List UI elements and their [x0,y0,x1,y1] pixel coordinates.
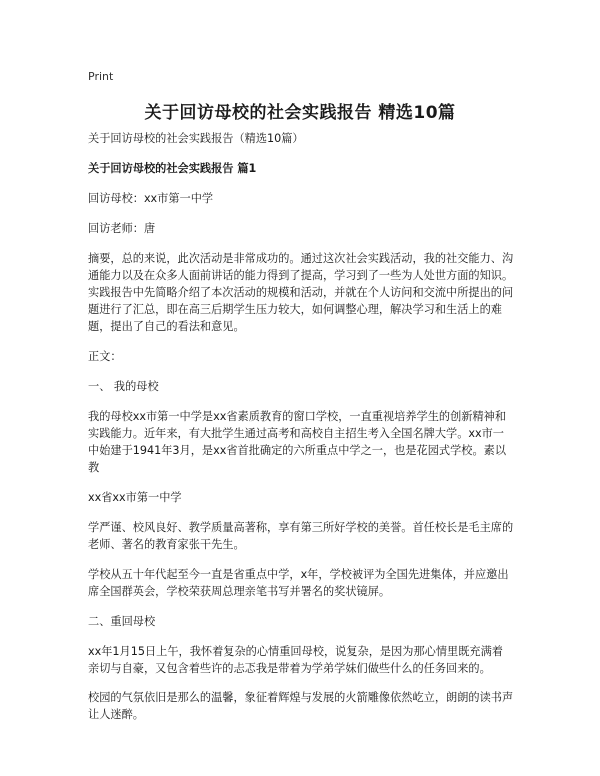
abstract-paragraph: 摘要，总的来说，此次活动是非常成功的。通过这次社会实践活动，我的社交能力、沟通能力以及在众多人面前讲话的能力得到了提高，学习到了一些为人处世方面的知识。实践报告中先简略介绍了本次活动的规模和活动，并就在个人访问和交流中所提出的问题进行了汇总，即在高三后期学生压力较大，如何调整心理，解决学习和生活上的难题，提出了自己的看法和意见。 [88,252,514,333]
section-heading: 关于回访母校的社会实践报告 篇1 [88,162,257,175]
document-body [88,130,514,736]
document-title: 关于回访母校的社会实践报告 精选10篇 [144,103,456,123]
paragraph-school-reputation: 学严谨、校风良好、教学质量高著称，享有第三所好学校的美誉。首任校长是毛主席的老师、著名的教育家张干先生。 [88,521,514,551]
print-link[interactable]: Print [88,70,114,83]
info-school: 回访母校：xx市第一中学 [88,192,214,205]
document-subtitle: 关于回访母校的社会实践报告（精选10篇） [88,132,304,145]
paragraph-school-name: xx省xx市第一中学 [88,491,182,504]
paragraph-return-visit: xx年1月15日上午，我怀着复杂的心情重回母校，说复杂，是因为那心情里既充满着亲切与自豪，又包含着些许的忐忑我是带着为学弟学妹们做些什么的任务回来的。 [88,645,503,675]
body-label: 正文： [88,350,122,363]
subheading-my-school: 一、 我的母校 [88,380,159,393]
paragraph-school-intro: 我的母校xx市第一中学是xx省素质教育的窗口学校，一直重视培养学生的创新精神和实践能力。近年来，有大批学生通过高考和高校自主招生考入全国名牌大学。xx市一中始建于1941年3月，是xx省首批确定的六所重点中学之一，也是花园式学校。素以教 [88,410,507,474]
paragraph-campus: 校园的气氛依旧是那么的温馨，象征着辉煌与发展的火箭雕像依然屹立，朗朗的读书声让人迷醉。 [88,691,514,721]
paragraph-school-history: 学校从五十年代起至今一直是省重点中学，x年，学校被评为全国先进集体，并应邀出席全国群英会，学校荣获周总理亲笔书写并署名的奖状镜屏。 [88,568,509,598]
subheading-return: 二、重回母校 [88,615,156,628]
info-teacher: 回访老师：唐 [88,222,156,235]
